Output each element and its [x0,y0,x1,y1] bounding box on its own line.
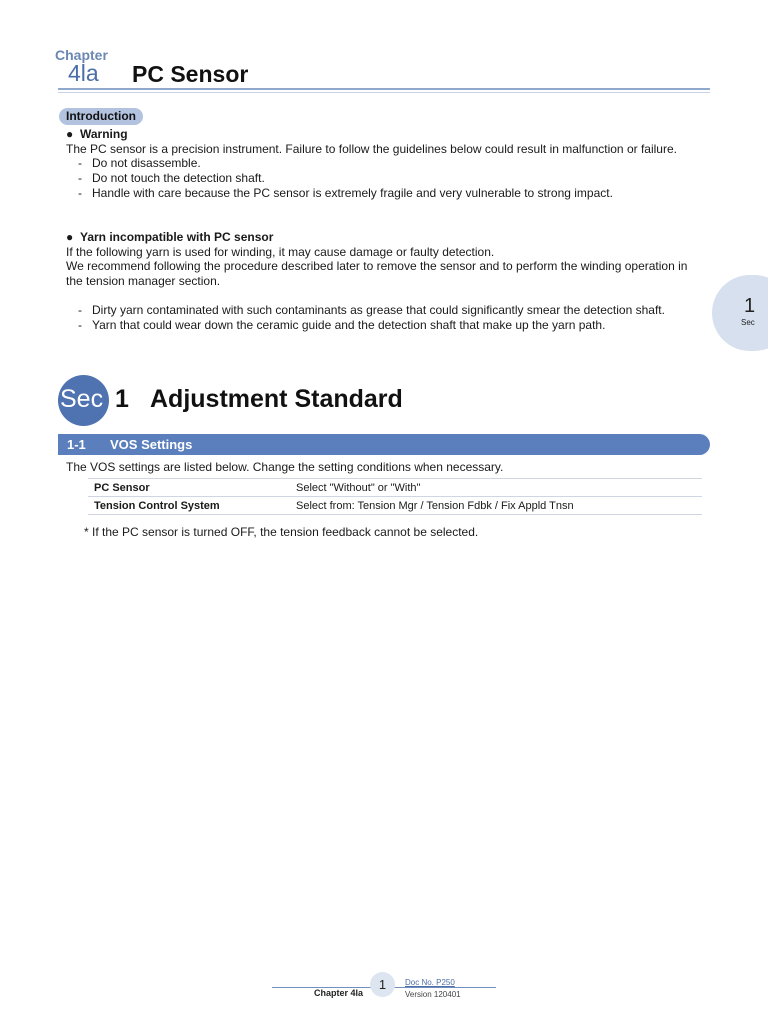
table-cell-key: Tension Control System [88,497,290,515]
footer-page-number: 1 [378,977,387,992]
page-title: PC Sensor [132,61,249,87]
subsection-description: The VOS settings are listed below. Change the setting conditions when necessary. [66,460,504,474]
list-item: - Yarn that could wear down the ceramic guide and the detection shaft that make up the yarn path. [78,317,606,332]
subsection-number: 1-1 [67,437,86,452]
table-row [88,497,702,515]
warning-block [66,127,706,201]
settings-table [88,478,702,515]
chapter-label: Chapter [55,47,108,63]
list-item: - Do not disassemble. [78,156,201,171]
section-badge-text: Sec [60,385,104,413]
section-number: 1 [115,385,129,413]
list-item: - Do not touch the detection shaft. [78,171,265,186]
subsection-title: VOS Settings [110,437,193,452]
bullet-icon: ● [66,230,74,244]
title-rule-thin [58,92,710,93]
footer-version: Version 120401 [405,990,461,999]
warning-heading-text: Warning [80,127,128,141]
table-cell-value: Select from: Tension Mgr / Tension Fdbk / Fix Appld Tnsn [290,497,702,515]
table-row [88,479,702,497]
table-cell-key: PC Sensor [88,479,290,497]
yarn-heading [66,230,706,245]
chapter-number: 4la [68,60,99,86]
yarn-text-1: If the following yarn is used for winding, it may cause damage or faulty detection. [66,244,495,259]
section-title: Adjustment Standard [150,385,403,413]
yarn-block [66,230,706,332]
title-rule [58,88,710,90]
list-item: - Dirty yarn contaminated with such contaminants as grease that could significantly smear the detection shaft. [78,302,665,317]
footer-doc-number[interactable]: Doc No. P250 [405,978,455,987]
warning-heading [66,127,706,142]
list-item: - Handle with care because the PC sensor is extremely fragile and very vulnerable to strong impact. [78,185,613,200]
section-tab[interactable] [712,275,768,351]
footer-chapter: Chapter 4la [314,988,364,998]
introduction-pill: Introduction [59,108,143,125]
warning-text: The PC sensor is a precision instrument. Failure to follow the guidelines below could result in malfunction or failure. [66,141,677,156]
bullet-icon: ● [66,127,74,141]
table-cell-value: Select "Without" or "With" [290,479,702,497]
section-tab-label: Sec [741,318,755,327]
yarn-text-2: We recommend following the procedure described later to remove the sensor and to perform the winding operation in the tension manager section. [66,259,688,289]
table-note: * If the PC sensor is turned OFF, the tension feedback cannot be selected. [84,525,479,539]
section-tab-number: 1 [744,295,756,317]
yarn-heading-text: Yarn incompatible with PC sensor [80,230,274,244]
